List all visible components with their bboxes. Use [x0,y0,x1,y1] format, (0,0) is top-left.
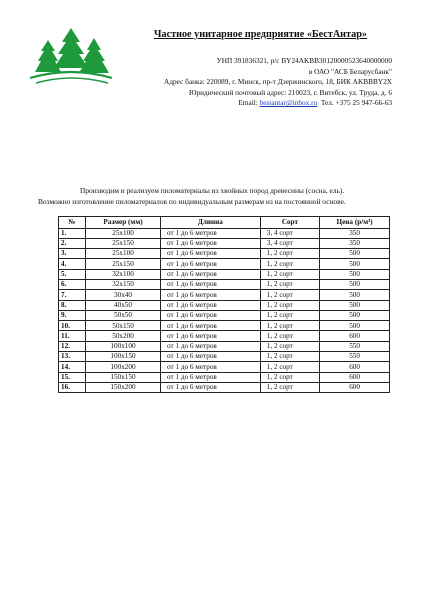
row-length: от 1 до 6 метров [161,310,261,320]
row-length: от 1 до 6 метров [161,331,261,341]
row-length: от 1 до 6 метров [161,321,261,331]
row-number: 1. [59,228,86,238]
row-price: 500 [320,279,390,289]
row-price: 550 [320,352,390,362]
price-table [58,216,390,393]
row-grade: 1, 2 сорт [260,300,319,310]
row-size: 50x200 [86,331,161,341]
row-price: 500 [320,259,390,269]
col-price-header: Цена (р/м³) [320,217,390,229]
row-grade: 1, 2 сорт [260,279,319,289]
row-grade: 1, 2 сорт [260,269,319,279]
row-size: 50x50 [86,310,161,320]
row-number: 5. [59,269,86,279]
table-row [59,372,390,382]
row-grade: 1, 2 сорт [260,352,319,362]
table-header-row [59,217,390,229]
table-row [59,300,390,310]
row-grade: 1, 2 сорт [260,249,319,259]
row-size: 25x150 [86,259,161,269]
row-size: 50x150 [86,321,161,331]
company-name: Частное унитарное предприятие «БестАнтар» [154,29,368,40]
row-number: 8. [59,300,86,310]
row-price: 600 [320,372,390,382]
intro-line-2: Возможно изготовление пиломатериалов по индивидуальным размерам из на постоянной основе. [38,196,346,206]
col-number-header: № [59,217,86,229]
row-length: от 1 до 6 метров [161,362,261,372]
table-row [59,352,390,362]
row-size: 32x150 [86,279,161,289]
row-grade: 1, 2 сорт [260,362,319,372]
table-row [59,228,390,238]
intro-line-1: Производим и реализуем пиломатериалы из хвойных пород древесины (сосна, ель). [80,186,345,195]
row-grade: 1, 2 сорт [260,259,319,269]
fir-trees-logo [28,26,114,86]
row-price: 500 [320,321,390,331]
row-price: 350 [320,238,390,248]
postal-address-line: Юридический почтовый адрес: 210023, г. Витебск, ул. Труда, д. 6 [189,87,392,97]
row-length: от 1 до 6 метров [161,279,261,289]
row-length: от 1 до 6 метров [161,372,261,382]
row-grade: 1, 2 сорт [260,382,319,392]
row-number: 6. [59,279,86,289]
row-number: 15. [59,372,86,382]
row-price: 500 [320,249,390,259]
table-row [59,279,390,289]
row-number: 7. [59,290,86,300]
bank-address-line: Адрес банка: 220089, г. Минск, пр-т Дзержинского, 18, БИК AKBBBY2X [164,77,392,87]
row-size: 100x200 [86,362,161,372]
table-row [59,238,390,248]
row-size: 150x150 [86,372,161,382]
row-number: 12. [59,341,86,351]
row-size: 25x150 [86,238,161,248]
row-grade: 1, 2 сорт [260,372,319,382]
row-price: 600 [320,382,390,392]
row-price: 350 [320,228,390,238]
row-length: от 1 до 6 метров [161,228,261,238]
table-row [59,259,390,269]
col-length-header: Длинна [161,217,261,229]
row-size: 25x100 [86,228,161,238]
row-number: 3. [59,249,86,259]
email-label: Email: [238,98,258,108]
row-price: 550 [320,341,390,351]
row-length: от 1 до 6 метров [161,382,261,392]
bank-name-line: в ОАО "АСБ Беларусбанк" [308,66,392,76]
row-size: 25x100 [86,249,161,259]
row-length: от 1 до 6 метров [161,290,261,300]
table-body [59,228,390,393]
unp-account-line: УНП 391836321, р/с BY24AKBB30120000523640000000 [216,56,392,65]
row-price: 500 [320,300,390,310]
col-size-header: Размер (мм) [86,217,161,229]
row-number: 2. [59,238,86,248]
row-length: от 1 до 6 метров [161,300,261,310]
row-grade: 1, 2 сорт [260,341,319,351]
row-length: от 1 до 6 метров [161,352,261,362]
row-number: 14. [59,362,86,372]
email-link[interactable]: bestantar@inbox.ru [259,98,318,108]
row-price: 500 [320,290,390,300]
table-row [59,269,390,279]
row-number: 9. [59,310,86,320]
row-grade: 3, 4 сорт [260,228,319,238]
row-number: 10. [59,321,86,331]
row-price: 500 [320,310,390,320]
row-number: 16. [59,382,86,392]
row-number: 13. [59,352,86,362]
table-row [59,321,390,331]
table-row [59,331,390,341]
row-grade: 1, 2 сорт [260,321,319,331]
row-length: от 1 до 6 метров [161,238,261,248]
row-size: 100x100 [86,341,161,351]
row-price: 600 [320,362,390,372]
row-price: 600 [320,331,390,341]
row-grade: 1, 2 сорт [260,310,319,320]
company-details [164,56,392,109]
row-length: от 1 до 6 метров [161,259,261,269]
row-size: 32x100 [86,269,161,279]
contact-line [164,98,392,109]
table-row [59,310,390,320]
row-size: 40x50 [86,300,161,310]
col-grade-header: Сорт [260,217,319,229]
row-length: от 1 до 6 метров [161,249,261,259]
row-length: от 1 до 6 метров [161,341,261,351]
table-row [59,382,390,392]
phone: Тел. +375 25 947-66-63 [320,98,392,108]
row-size: 30x40 [86,290,161,300]
intro-text [38,186,392,208]
table-row [59,249,390,259]
row-number: 4. [59,259,86,269]
row-grade: 1, 2 сорт [260,290,319,300]
row-size: 100x150 [86,352,161,362]
table-row [59,341,390,351]
row-length: от 1 до 6 метров [161,269,261,279]
table-row [59,362,390,372]
table-row [59,290,390,300]
row-number: 11. [59,331,86,341]
row-size: 150x200 [86,382,161,392]
row-grade: 1, 2 сорт [260,331,319,341]
row-price: 500 [320,269,390,279]
row-grade: 3, 4 сорт [260,238,319,248]
